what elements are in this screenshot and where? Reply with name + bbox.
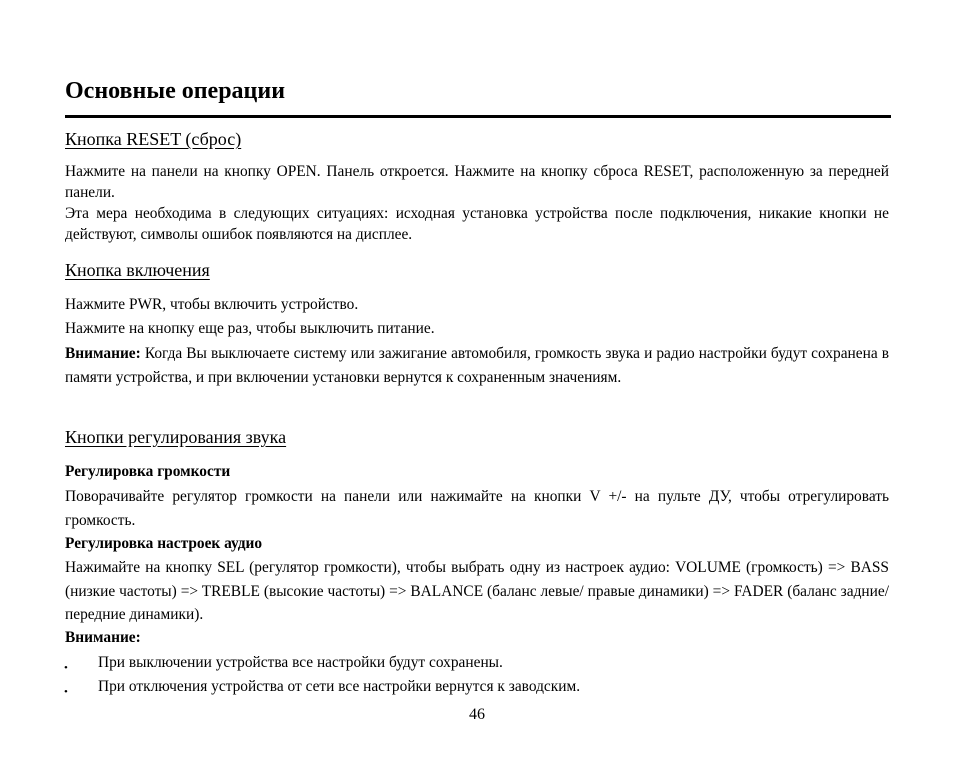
section-heading-reset: Кнопка RESET (сброс) xyxy=(65,129,242,149)
page-number: 46 xyxy=(469,706,485,723)
reset-paragraph-2: Эта мера необходима в следующих ситуациях: исходная установка устройства после подключения, никакие кнопки не действуют, символы ошибок появляются на дисплее. xyxy=(65,205,889,243)
power-note xyxy=(65,342,889,389)
bullet-icon: • xyxy=(64,686,68,698)
volume-subheading: Регулировка громкости xyxy=(65,463,231,480)
volume-paragraph: Поворачивайте регулятор громкости на панели или нажимайте на кнопки V +/- на пульте ДУ, чтобы отрегулировать громкость. xyxy=(65,488,889,529)
reset-paragraph-1: Нажмите на панели на кнопку OPEN. Панель откроется. Нажмите на кнопку сброса RESET, расположенную за передней панели. xyxy=(65,163,889,201)
audio-subheading: Регулировка настроек аудио xyxy=(65,535,263,552)
page-title: Основные операции xyxy=(65,78,286,104)
power-line-1: Нажмите PWR, чтобы включить устройство. xyxy=(65,296,359,313)
title-rule xyxy=(65,115,891,118)
power-note-label: Внимание: xyxy=(65,345,141,362)
audio-paragraph: Нажимайте на кнопку SEL (регулятор громкости), чтобы выбрать одну из настроек аудио: VOLUME (громкость) => BASS (низкие частоты) => TREBLE (высокие частоты) => BALANCE (баланс левые/ правые динамики) => FADER (баланс задние/ передние динамики). xyxy=(65,559,889,623)
power-line-2: Нажмите на кнопку еще раз, чтобы выключить питание. xyxy=(65,320,435,337)
section-heading-power: Кнопка включения xyxy=(65,260,210,280)
list-item-text: При выключении устройства все настройки будут сохранены. xyxy=(98,654,503,671)
section-heading-sound: Кнопки регулирования звука xyxy=(65,427,287,447)
list-item-text: При отключения устройства от сети все настройки вернутся к заводским. xyxy=(98,678,581,695)
bullet-icon: • xyxy=(64,662,68,674)
sound-note-label: Внимание: xyxy=(65,629,141,646)
power-note-text: Когда Вы выключаете систему или зажигание автомобиля, громкость звука и радио настройки будут сохранена в памяти устройства, и при включении установки вернутся к сохраненным значениям. xyxy=(65,345,889,386)
